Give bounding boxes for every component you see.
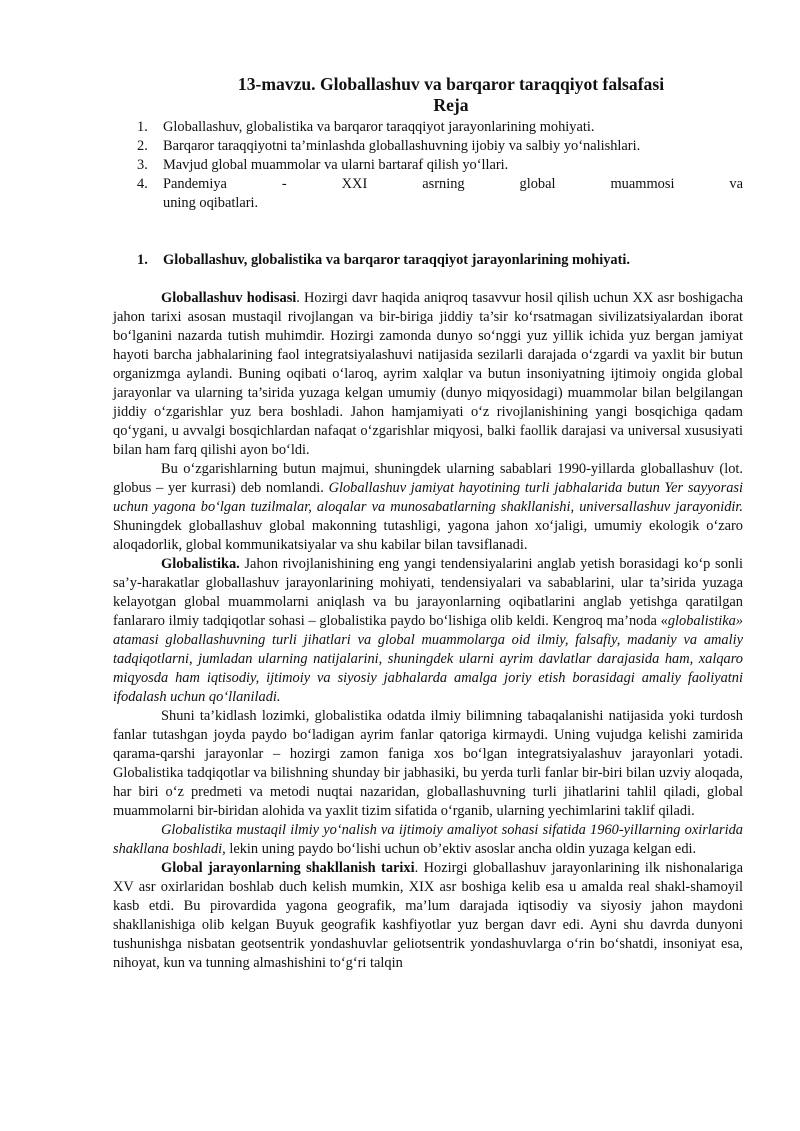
section-number: 1.: [137, 252, 148, 268]
paragraph-italic: Globallashuv jamiyat hayotining turli jabhalarida butun Yer sayyorasi uchun yagona bo‘lgan tuzilmalar, aloqalar va munosabatlarning shakllanishi, universallashuv jarayonidir.: [113, 480, 743, 515]
paragraph-history: [113, 859, 743, 973]
paragraph-italic: globalistika» atamasi globallashuvning turli jihatlari va global muammolarga oid ilmiy, falsafiy, madaniy va amaliy tadqiqotlarni, jumladan ularning natijalarini, shuningdek ularni ayrim davlatlar darajasida ham, xalqaro miqyosda ham iqtisodiy, ijtimoiy va siyosiy jabhalarda amalga joriy etish borasidagi amaliy faoliyatni ifodalash uchun qo‘llaniladi.: [113, 613, 743, 705]
plan-item-number: 2.: [137, 138, 148, 154]
plan-item: [113, 118, 743, 137]
plan-item: [113, 175, 743, 213]
paragraph-lead: Globalistika.: [161, 556, 240, 572]
plan-item-text: Mavjud global muammolar va ularni bartaraf qilish yo‘llari.: [163, 157, 509, 173]
paragraph-text: Bu o‘zgarishlarning butun majmui, shuningdek ularning sabablari 1990-yillarda globallashuv (lot. globus – yer kurrasi) deb nomlandi.: [113, 461, 743, 496]
plan-item: [113, 156, 743, 175]
plan-item-number: 1.: [137, 119, 148, 135]
paragraph-text: Shuni ta’kidlash lozimki, globalistika odatda ilmiy bilimning tabaqalanishi natijasida yoki turdosh fanlar tutashgan joyda paydo bo‘ladigan ayrim fanlar qatoriga kirmaydi. Uning vujudga kelishi zamirida qarama-qarshi jarayonlar – hozirgi zamon faniga xos bo‘lgan integratsiyalashuv jarayonlari yotadi. Globalistika tadqiqotlar va bilishning shunday bir jabhasiki, bu yerda turli fanlar bir-biri bilan uzviy aloqada, har biri o‘z predmeti va metodi nuqtai nazaridan, globallashuvning turli jihatlarini tahlil qiladi, global muammolarni bir-biridan alohida va yaxlit tizim sifatida o‘rganib, ularning yechimlarini taklif qiladi.: [113, 708, 743, 819]
paragraph-globallashuv: [113, 289, 743, 460]
plan-list: [113, 118, 743, 213]
page-title: 13-mavzu. Globallashuv va barqaror taraqqiyot falsafasi: [237, 74, 665, 94]
paragraph-lead: Globallashuv hodisasi: [161, 290, 297, 306]
section-heading: [113, 251, 743, 270]
paragraph-definition: [113, 460, 743, 555]
paragraph-text: , lekin uning paydo bo‘lishi uchun ob’ektiv asoslar ancha oldin yuzaga kelgan edi.: [222, 841, 697, 857]
plan-item-text: Barqaror taraqqiyotni ta’minlashda globallashuvning ijobiy va salbiy yo‘nalishlari.: [163, 138, 641, 154]
paragraph-italic: Globalistika mustaqil ilmiy yo‘nalish va ijtimoiy amaliyot sohasi sifatida 1960-yillarning oxirlarida shakllana boshladi: [113, 822, 743, 857]
plan-item: [113, 137, 743, 156]
paragraph-tail: Shuningdek globallashuv global makonning tutashligi, yagona jahon xo‘jaligi, umumiy ekologik o‘zaro aloqadorlik, global kommunikatsiyalar va shu kabilar bilan tavsiflanadi.: [113, 518, 743, 553]
paragraph-text: . Hozirgi davr haqida aniqroq tasavvur hosil qilish uchun XX asr boshigacha jahon tarixi asosan mustaqil rivojlangan va bir-biriga jiddiy ta’sir ko‘rsatmagan sivilizatsiyalardan iborat bo‘lganini nazarda tutish muhimdir. Hozirgi zamonda dunyo so‘nggi yuz yillik ichida yuz bergan jamiyat hayoti barcha jabhalarining faol integratsiyalashuvi natijasida sezilarli darajada o‘zgardi va yaxlit bir butun organizmga aylandi. Buning oqibati o‘laroq, ayrim xalqlar va butun insoniyatning ijtimoiy ongida global jarayonlar va ularning ta’sirida yuzaga kelgan umumiy (dunyo miqyosidagi) muammolar bilan belgilangan jiddiy o‘zgarishlar yuz bera boshladi. Jahon hamjamiyati o‘z rivojlanishining yangi bosqichiga qadam qo‘ygani, u avvalgi bosqichlardan nafaqat o‘zgarishlar miqyosi, balki faollik darajasi va universal xususiyati bilan ham farq qilishi ayon bo‘ldi.: [113, 290, 743, 458]
plan-item-text-line1: Pandemiya - XXI asrning global muammosi va: [163, 176, 743, 192]
paragraph-lead: Global jarayonlarning shakllanish tarixi: [161, 860, 415, 876]
paragraph-text: Jahon rivojlanishining eng yangi tendensiyalarini anglab yetish borasidagi ko‘p sonli sa’y-harakatlar globallashuv jarayonlarining mohiyati, tendensiyalari va sabablarini, ular ta’sirida yuzaga kelayotgan global muammolarni aniqlash va bu jarayonlarning oqibatlarini anglab yetishga qaratilgan fanlararo ilmiy tadqiqotlar sohasi – globalistika paydo bo‘lishiga olib keldi. Kengroq ma’noda «: [113, 556, 743, 629]
paragraph-text: . Hozirgi globallashuv jarayonlarining ilk nishonalariga XV asr oxirlaridan boshlab duch kelish mumkin, XIX asr boshiga kelib esa u amalda real shakl-shamoyil kasb etdi. Bu pirovardida yagona geografik, ma’lum darajada iqtisodiy va siyosiy jahon maydoni shakllanishiga olib kelgan Buyuk geografik kashfiyotlar yuz bergan davr edi. Ayni shu davrda dunyoni tushunishga nisbatan geotsentrik yondashuvlar geliotsentrik yondashuvlarga o‘rin bo‘shatdi, insoniyat esa, nihoyat, kun va tunning almashishini to‘g‘ri talqin: [113, 860, 743, 971]
plan-heading: Reja: [433, 95, 469, 115]
paragraph-integration: [113, 707, 743, 821]
paragraph-globalistika: [113, 555, 743, 707]
paragraph-emergence: [113, 821, 743, 859]
plan-item-number: 4.: [137, 176, 148, 192]
plan-item-number: 3.: [137, 157, 148, 173]
section-heading-text: Globallashuv, globalistika va barqaror taraqqiyot jarayonlarining mohiyati.: [163, 252, 630, 268]
plan-item-text: Globallashuv, globalistika va barqaror taraqqiyot jarayonlarining mohiyati.: [163, 119, 595, 135]
plan-item-text-line2: uning oqibatlari.: [163, 195, 259, 211]
